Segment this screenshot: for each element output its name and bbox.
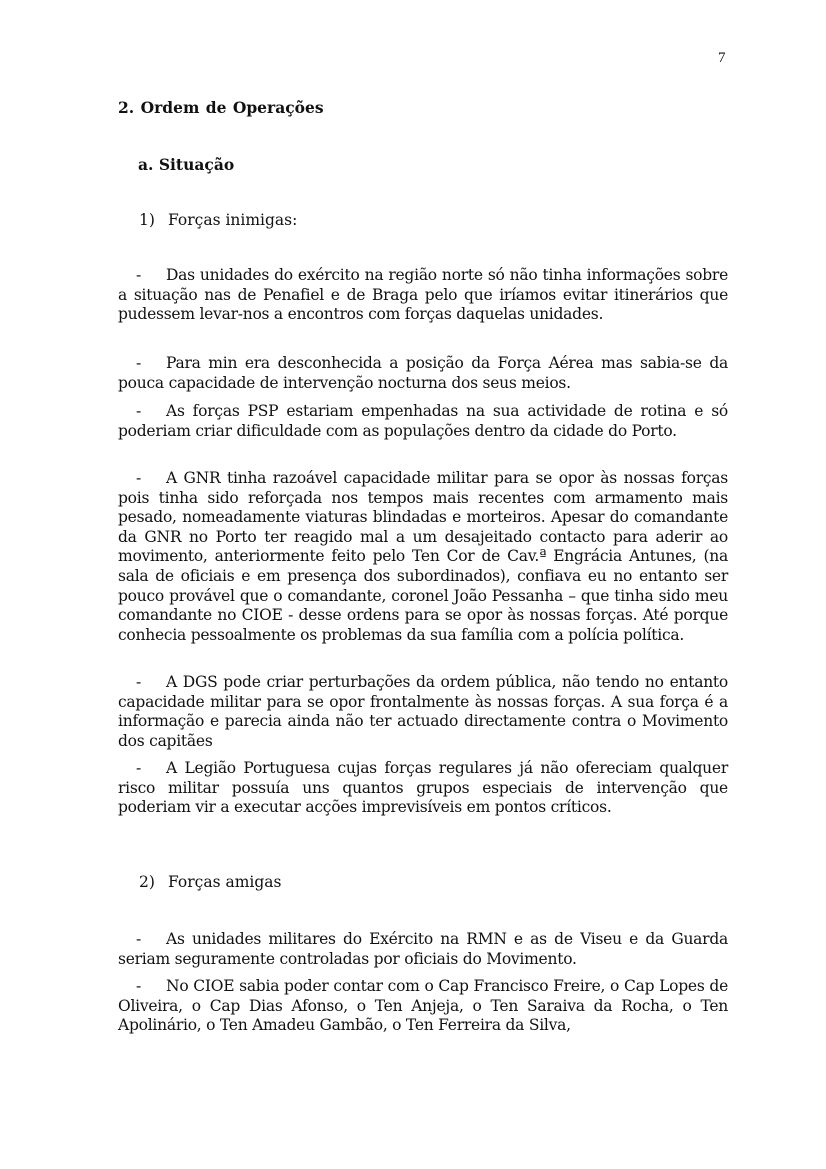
group-heading-forcas-amigas bbox=[139, 873, 281, 891]
page-number: 7 bbox=[718, 50, 726, 66]
list-bullet: - bbox=[136, 930, 141, 948]
list-item-text: As forças PSP estariam empenhadas na sua actividade de rotina e só poderiam criar dificuldade com as populações dentro da cidade do Porto. bbox=[118, 402, 728, 440]
list-item-text: A Legião Portuguesa cujas forças regulares já não ofereciam qualquer risco militar possuía uns quantos grupos especiais de intervenção que poderiam vir a executar acções imprevisíveis em pontos críticos. bbox=[118, 759, 728, 817]
list-item bbox=[118, 354, 728, 393]
list-bullet: - bbox=[136, 673, 141, 691]
group-title: Forças amigas bbox=[168, 873, 282, 891]
list-item bbox=[118, 673, 728, 751]
list-item bbox=[118, 977, 728, 1036]
list-item-text: No CIOE sabia poder contar com o Cap Francisco Freire, o Cap Lopes de Oliveira, o Cap Dias Afonso, o Ten Anjeja, o Ten Saraiva da Rocha, o Ten Apolinário, o Ten Amadeu Gambão, o Ten Ferreira da Silva, bbox=[118, 977, 728, 1035]
list-item-text: Das unidades do exército na região norte só não tinha informações sobre a situação nas de Penafiel e de Braga pelo que iríamos evitar itinerários que pudessem levar-nos a encontros com forças daquelas unidades. bbox=[118, 266, 728, 324]
section-title: 2. Ordem de Operações bbox=[118, 98, 324, 117]
subsection-title: a. Situação bbox=[138, 155, 235, 174]
list-item-text: As unidades militares do Exército na RMN e as de Viseu e da Guarda seriam seguramente controladas por oficiais do Movimento. bbox=[118, 930, 728, 968]
list-item bbox=[118, 930, 728, 969]
group-title: Forças inimigas: bbox=[168, 211, 298, 229]
list-bullet: - bbox=[136, 402, 141, 420]
list-bullet: - bbox=[136, 759, 141, 777]
group-heading-forcas-inimigas bbox=[139, 211, 297, 229]
list-item bbox=[118, 402, 728, 441]
list-item-text: Para min era desconhecida a posição da Força Aérea mas sabia-se da pouca capacidade de intervenção nocturna dos seus meios. bbox=[118, 354, 728, 392]
list-bullet: - bbox=[136, 469, 141, 487]
list-item-text: A DGS pode criar perturbações da ordem pública, não tendo no entanto capacidade militar para se opor frontalmente às nossas forças. A sua força é a informação e parecia ainda não ter actuado directamente contra o Movimento dos capitães bbox=[118, 673, 728, 750]
group-number: 1) bbox=[139, 211, 155, 229]
list-bullet: - bbox=[136, 354, 141, 372]
list-bullet: - bbox=[136, 266, 141, 284]
group-number: 2) bbox=[139, 873, 155, 891]
list-item-text: A GNR tinha razoável capacidade militar para se opor às nossas forças pois tinha sido reforçada nos tempos mais recentes com armamento mais pesado, nomeadamente viaturas blindadas e morteiros. Apesar do comandante da GNR no Porto ter reagido mal a um desajeitado contacto para aderir ao movimento, anteriormente feito pelo Ten Cor de Cav.ª Engrácia Antunes, (na sala de oficiais e em presença dos subordinados), confiava eu no entanto ser pouco provável que o comandante, coronel João Pessanha – que tinha sido meu comandante no CIOE - desse ordens para se opor às nossas forças. Até porque conhecia pessoalmente os problemas da sua família com a polícia política. bbox=[118, 469, 728, 644]
list-item bbox=[118, 469, 728, 645]
list-item bbox=[118, 759, 728, 818]
list-bullet: - bbox=[136, 977, 141, 995]
list-item bbox=[118, 266, 728, 325]
